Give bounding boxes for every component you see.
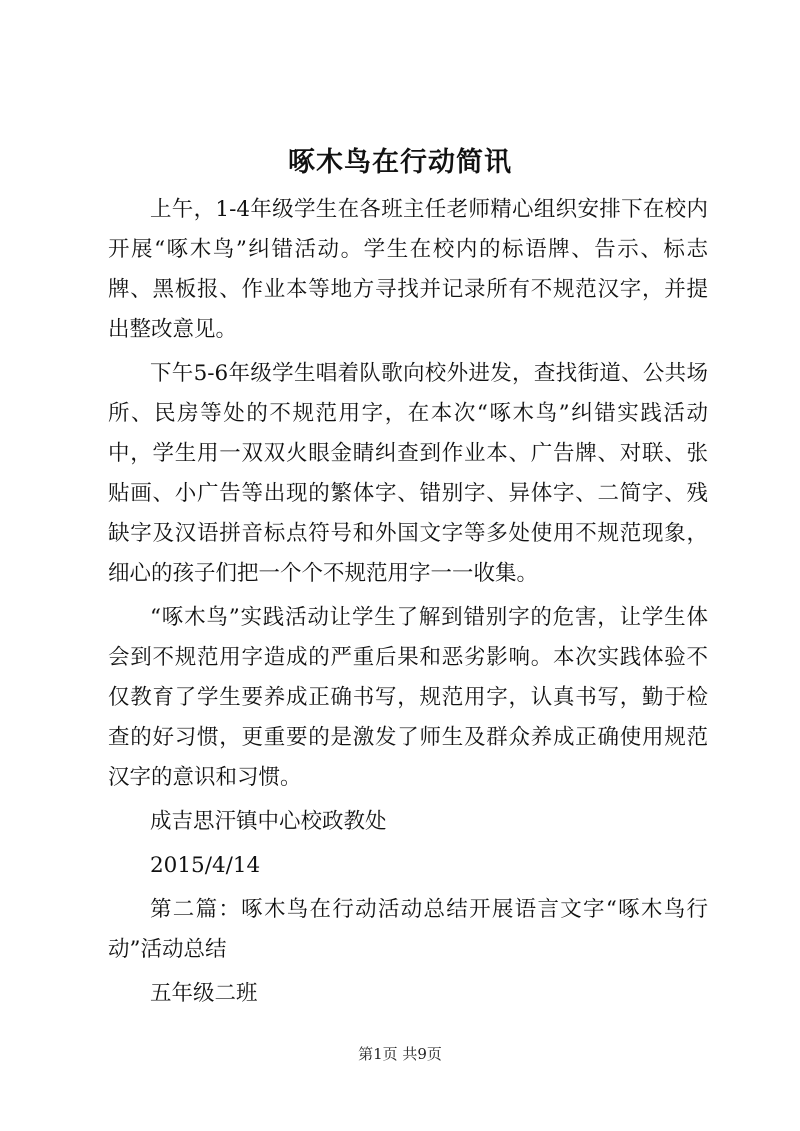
paragraph-class-name: 五年级二班 — [150, 981, 258, 1006]
paragraph-second-article-heading: 第二篇：啄木鸟在行动活动总结开展语言文字“啄木鸟行动”活动总结 — [108, 897, 708, 962]
paragraph-morning-activity: 上午，1-4年级学生在各班主任老师精心组织安排下在校内开展“啄木鸟”纠错活动。学生在校内的标语牌、告示、标志牌、黑板报、作业本等地方寻找并记录所有不规范汉字，并提出整改意见。 — [108, 197, 708, 342]
paragraph-date: 2015/4/14 — [150, 853, 261, 878]
paragraph-issuer: 成吉思汗镇中心校政教处 — [150, 809, 387, 834]
document-title: 啄木鸟在行动简讯 — [288, 147, 512, 178]
document-body — [108, 190, 708, 1014]
paragraph-afternoon-activity: 下午5-6年级学生唱着队歌向校外进发，查找街道、公共场所、民房等处的不规范用字，在本次“啄木鸟”纠错实践活动中，学生用一双双火眼金睛纠查到作业本、广告牌、对联、张贴画、小广告等出现的繁体字、错别字、异体字、二简字、残缺字及汉语拼音标点符号和外国文字等多处使用不规范现象，细心的孩子们把一个个不规范用字一一收集。 — [108, 361, 708, 586]
paragraph-activity-significance: “啄木鸟”实践活动让学生了解到错别字的危害，让学生体会到不规范用字造成的严重后果和恶劣影响。本次实践体验不仅教育了学生要养成正确书写，规范用字，认真书写，勤于检查的好习惯，更重要的是激发了师生及群众养成正确使用规范汉字的意识和习惯。 — [108, 605, 708, 790]
page-number-footer: 第1页 共9页 — [358, 1045, 442, 1063]
